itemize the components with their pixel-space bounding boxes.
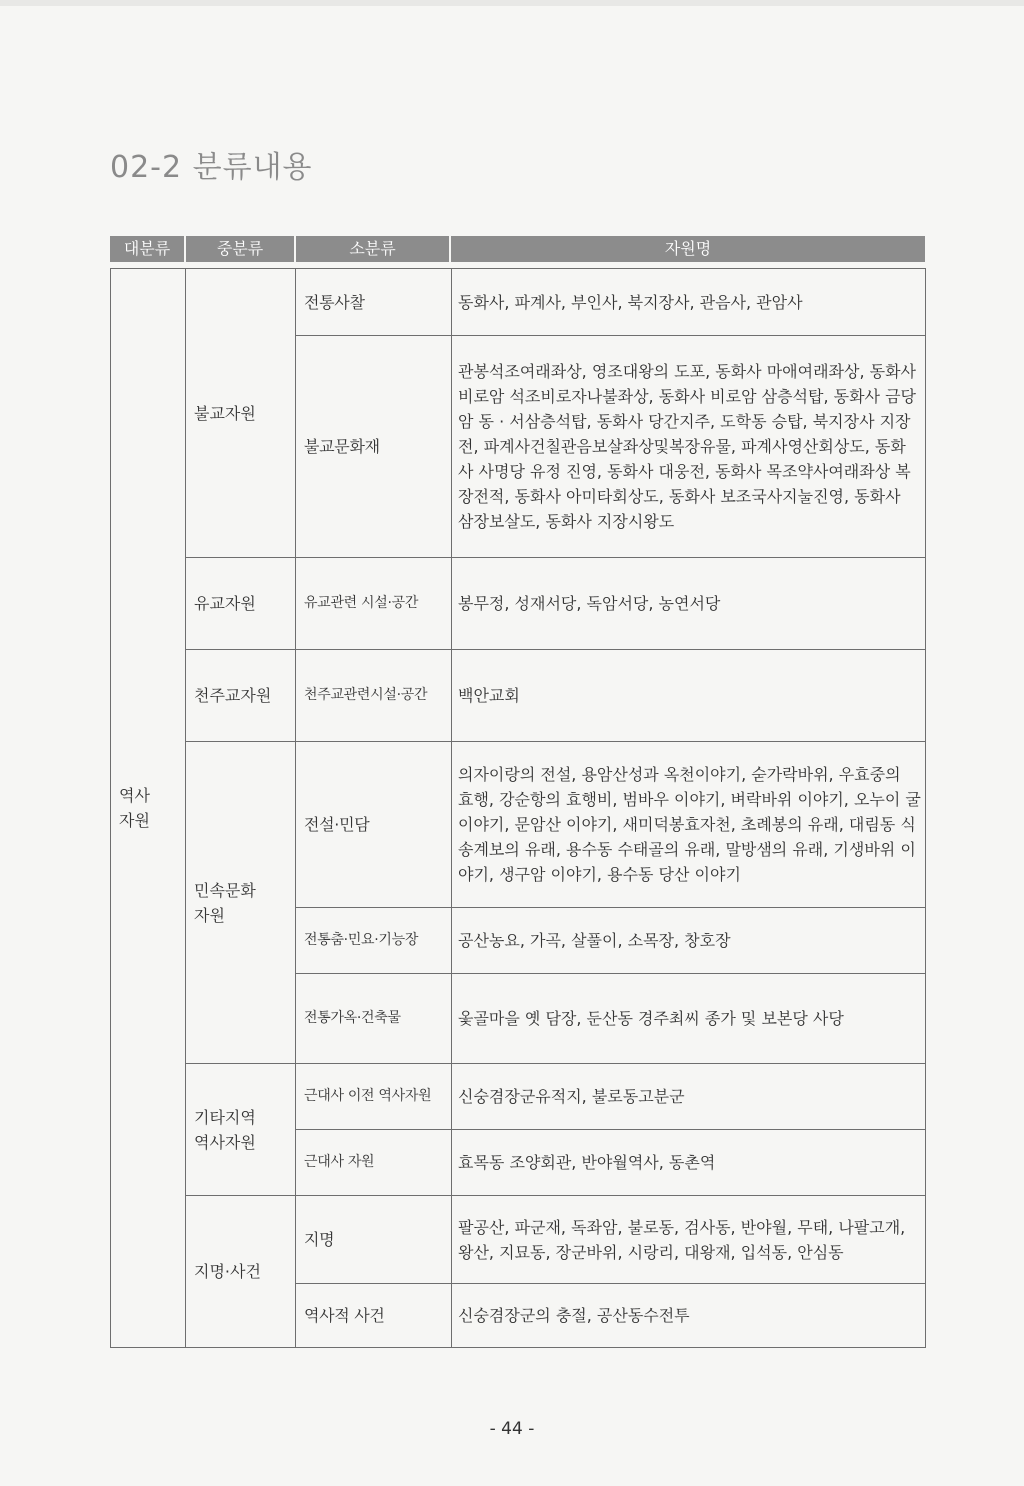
sub-category: 역사적 사건 bbox=[296, 1284, 452, 1348]
table-row bbox=[111, 742, 926, 908]
mid-category-other-regional: 기타지역 역사자원 bbox=[186, 1064, 296, 1196]
mid-category-catholic: 천주교자원 bbox=[186, 650, 296, 742]
mid-category-folk: 민속문화 자원 bbox=[186, 742, 296, 1064]
sub-category: 전통가옥·건축물 bbox=[296, 974, 452, 1064]
resource-names: 백안교회 bbox=[452, 650, 926, 742]
resource-names: 팔공산, 파군재, 독좌암, 불로동, 검사동, 반야월, 무태, 나팔고개, 왕산, 지묘동, 장군바위, 시랑리, 대왕재, 입석동, 안심동 bbox=[452, 1196, 926, 1284]
sub-category: 지명 bbox=[296, 1196, 452, 1284]
sub-category: 전통사찰 bbox=[296, 269, 452, 336]
table-row bbox=[111, 558, 926, 650]
resource-names: 신숭겸장군의 충절, 공산동수전투 bbox=[452, 1284, 926, 1348]
page-number: - 44 - bbox=[489, 1419, 535, 1439]
major-category bbox=[111, 269, 186, 1348]
table-row bbox=[111, 269, 926, 336]
classification-table bbox=[110, 268, 926, 1348]
sub-category: 불교문화재 bbox=[296, 336, 452, 558]
header-mid: 중분류 bbox=[186, 236, 296, 262]
page-edge bbox=[0, 0, 1024, 6]
mid-category-confucian: 유교자원 bbox=[186, 558, 296, 650]
header-sub: 소분류 bbox=[296, 236, 451, 262]
table-row bbox=[111, 1064, 926, 1130]
sub-category: 천주교관련시설·공간 bbox=[296, 650, 452, 742]
major-category-label: 역사 자원 bbox=[119, 786, 150, 830]
resource-names: 동화사, 파계사, 부인사, 북지장사, 관음사, 관암사 bbox=[452, 269, 926, 336]
sub-category: 전설·민담 bbox=[296, 742, 452, 908]
table-row bbox=[111, 650, 926, 742]
header-major: 대분류 bbox=[110, 236, 186, 262]
mid-category-buddhist: 불교자원 bbox=[186, 269, 296, 558]
resource-names: 옻골마을 옛 담장, 둔산동 경주최씨 종가 및 보본당 사당 bbox=[452, 974, 926, 1064]
header-resource: 자원명 bbox=[664, 239, 712, 258]
mid-category-places: 지명·사건 bbox=[186, 1196, 296, 1348]
resource-names: 의자이랑의 전설, 용암산성과 옥천이야기, 숟가락바위, 우효중의 효행, 강순항의 효행비, 범바우 이야기, 벼락바위 이야기, 오누이 굴 이야기, 문암산 이야기, 새미덕봉효자천, 초례봉의 유래, 대림동 식송계보의 유래, 용수동 수태골의 유래, 말방샘의 유래, 기생바위 이야기, 생구암 이야기, 용수동 당산 이야기 bbox=[452, 742, 926, 908]
section-title: 02-2 분류내용 bbox=[110, 150, 313, 185]
sub-category: 근대사 이전 역사자원 bbox=[296, 1064, 452, 1130]
resource-names: 신숭겸장군유적지, 불로동고분군 bbox=[452, 1064, 926, 1130]
resource-names: 봉무정, 성재서당, 독암서당, 농연서당 bbox=[452, 558, 926, 650]
sub-category: 근대사 자원 bbox=[296, 1130, 452, 1196]
resource-names: 효목동 조양회관, 반야월역사, 동촌역 bbox=[452, 1130, 926, 1196]
table-header bbox=[110, 236, 925, 262]
resource-names: 공산농요, 가곡, 살풀이, 소목장, 창호장 bbox=[452, 908, 926, 974]
resource-names: 관봉석조여래좌상, 영조대왕의 도포, 동화사 마애여래좌상, 동화사 비로암 석조비로자나불좌상, 동화사 비로암 삼층석탑, 동화사 금당암 동 · 서삼층석탑, 동화사 당간지주, 도학동 승탑, 북지장사 지장전, 파계사건칠관음보살좌상및복장유물, 파계사영산회상도, 동화사 사명당 유정 진영, 동화사 대웅전, 동화사 목조약사여래좌상 복장전적, 동화사 아미타회상도, 동화사 보조국사지눌진영, 동화사 삼장보살도, 동화사 지장시왕도 bbox=[452, 336, 926, 558]
sub-category: 전통춤·민요·기능장 bbox=[296, 908, 452, 974]
sub-category: 유교관련 시설·공간 bbox=[296, 558, 452, 650]
table-row bbox=[111, 1196, 926, 1284]
